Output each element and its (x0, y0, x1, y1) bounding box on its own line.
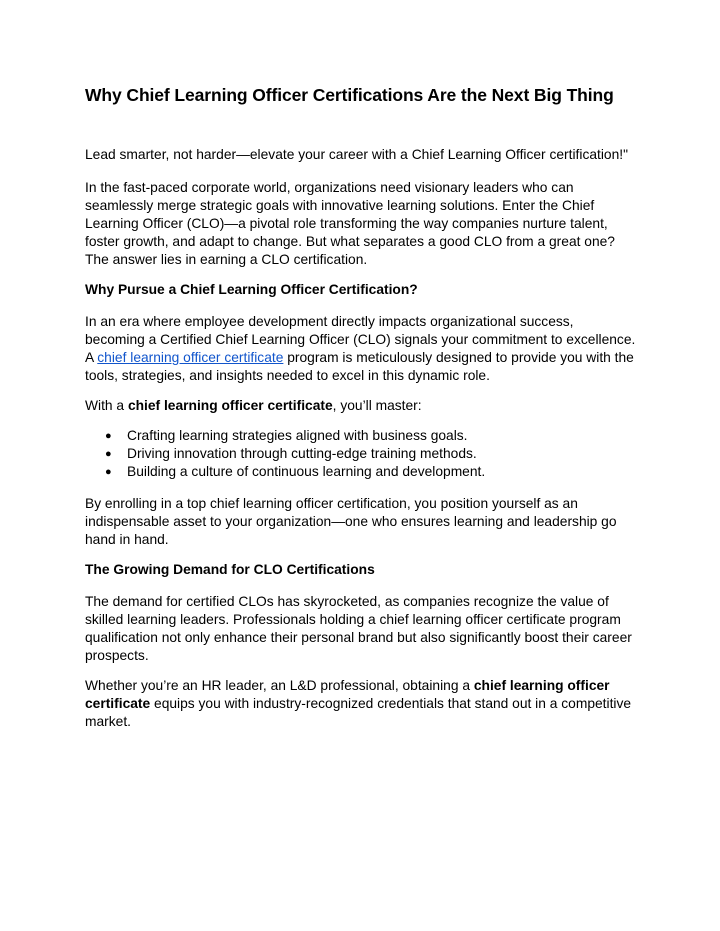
credentials-paragraph (85, 677, 637, 731)
master-intro-paragraph (85, 397, 637, 415)
demand-paragraph: The demand for certified CLOs has skyrocketed, as companies recognize the value of skilled learning leaders. Professionals holding a chief learning officer certificate program qualification not only enhance their personal brand but also significantly boost their career prospects. (85, 594, 632, 663)
text-run: , you’ll master: (332, 398, 422, 413)
section-heading-why-pursue: Why Pursue a Chief Learning Officer Certification? (85, 282, 418, 297)
text-run: equips you with industry-recognized credentials that stand out in a competitive market. (85, 696, 632, 729)
text-run: Whether you’re an HR leader, an L&D professional, obtaining a (85, 678, 474, 693)
list-item (105, 427, 637, 445)
enrolling-paragraph: By enrolling in a top chief learning officer certification, you position yourself as an indispensable asset to your organization—one who ensures learning and leadership go hand in hand. (85, 496, 617, 547)
list-item-text: Crafting learning strategies aligned with business goals. (127, 428, 468, 443)
why-pursue-paragraph (85, 313, 637, 385)
bullet-icon: ● (105, 466, 112, 478)
intro-body-paragraph: In the fast-paced corporate world, organizations need visionary leaders who can seamlessly merge strategic goals with innovative learning solutions. Enter the Chief Learning Officer (CLO)—a pivotal role transforming the way companies nurture talent, foster growth, and adapt to change. But what separates a good CLO from a great one? The answer lies in earning a CLO certification. (85, 180, 615, 267)
text-run: In an era where employee development directly impacts organizational success, becoming a Certified Chief Learning Officer (CLO) signals your commitment to excellence. A (85, 314, 636, 365)
document-page (85, 84, 637, 743)
list-item (105, 445, 637, 463)
bold-term: chief learning officer certificate (127, 398, 333, 413)
skills-list (85, 427, 637, 481)
text-run: program is meticulously designed to provide you with the tools, strategies, and insights needed to excel in this dynamic role. (85, 350, 634, 383)
text-run: With a (85, 398, 128, 413)
bold-term: chief learning officer certificate (85, 678, 610, 711)
bullet-icon: ● (105, 430, 112, 442)
list-item (105, 463, 637, 481)
document-title: Why Chief Learning Officer Certifications Are the Next Big Thing (85, 85, 614, 105)
certificate-link[interactable]: chief learning officer certificate (97, 350, 284, 365)
section-heading-growing-demand: The Growing Demand for CLO Certifications (85, 562, 375, 577)
bullet-icon: ● (105, 448, 112, 460)
list-item-text: Building a culture of continuous learning and development. (127, 464, 486, 479)
intro-paragraph: Lead smarter, not harder—elevate your career with a Chief Learning Officer certification!" (85, 147, 628, 162)
list-item-text: Driving innovation through cutting-edge training methods. (127, 446, 477, 461)
